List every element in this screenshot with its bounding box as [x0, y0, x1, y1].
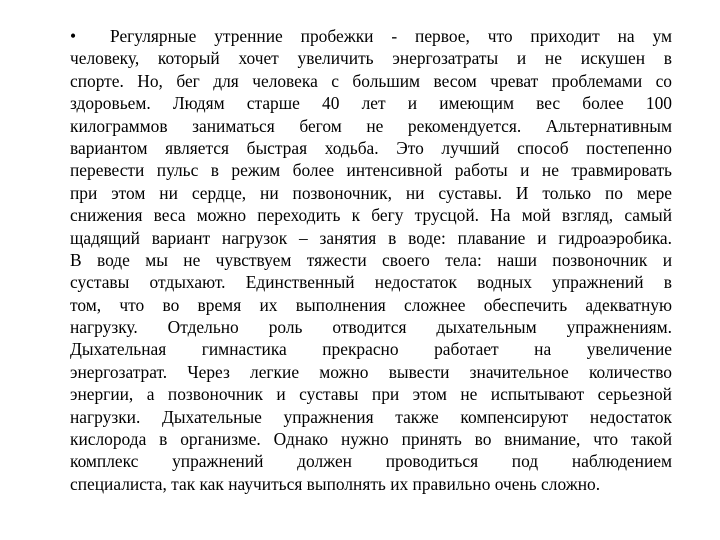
text-line-4: здоровьем. Людям старше 40 лет и имеющим вес более 100	[70, 93, 672, 114]
text-line-16: энергозатрат. Через легкие можно вывести значительное количество	[70, 361, 672, 382]
text-line-7: перевести пульс в режим более интенсивной работы и не травмировать	[70, 160, 672, 181]
text-line-5: килограммов заниматься бегом не рекомендуется. Альтернативным	[70, 115, 672, 136]
body-text	[70, 25, 672, 495]
text-line-11: В воде мы не чувствуем тяжести своего тела: наши позвоночник и	[70, 249, 672, 270]
text-line-20: комплекс упражнений должен проводиться под наблюдением	[70, 451, 672, 472]
text-line-12: суставы отдыхают. Единственный недостаток водных упражнений в	[70, 272, 672, 293]
text-line-8: при этом ни сердце, ни позвоночник, ни суставы. И только по мере	[70, 182, 672, 203]
text-line-6: вариантом является быстрая ходьба. Это лучший способ постепенно	[70, 137, 672, 158]
text-line-18: нагрузки. Дыхательные упражнения также компенсируют недостаток	[70, 406, 672, 427]
text-line-2: человеку, который хочет увеличить энергозатраты и не искушен в	[70, 48, 672, 69]
bullet-marker: •	[70, 26, 77, 46]
text-line-1-content: Регулярные утренние пробежки - первое, что приходит на ум	[110, 26, 672, 46]
text-line-10: щадящий вариант нагрузок – занятия в воде: плавание и гидроаэробика.	[70, 227, 672, 248]
text-line-13: том, что во время их выполнения сложнее обеспечить адекватную	[70, 294, 672, 315]
text-line-15: Дыхательная гимнастика прекрасно работает на увеличение	[70, 339, 672, 360]
text-line-1	[70, 25, 672, 47]
text-line-21: специалиста, так как научиться выполнять их правильно очень сложно.	[70, 473, 601, 494]
text-line-3: спорте. Но, бег для человека с большим весом чреват проблемами со	[70, 70, 672, 91]
text-line-17: энергии, а позвоночник и суставы при этом не испытывают серьезной	[70, 384, 672, 405]
text-line-14: нагрузку. Отдельно роль отводится дыхательным упражнениям.	[70, 317, 672, 338]
text-line-19: кислорода в организме. Однако нужно принять во внимание, что такой	[70, 429, 672, 450]
text-line-9: снижения веса можно переходить к бегу трусцой. На мой взгляд, самый	[70, 205, 672, 226]
